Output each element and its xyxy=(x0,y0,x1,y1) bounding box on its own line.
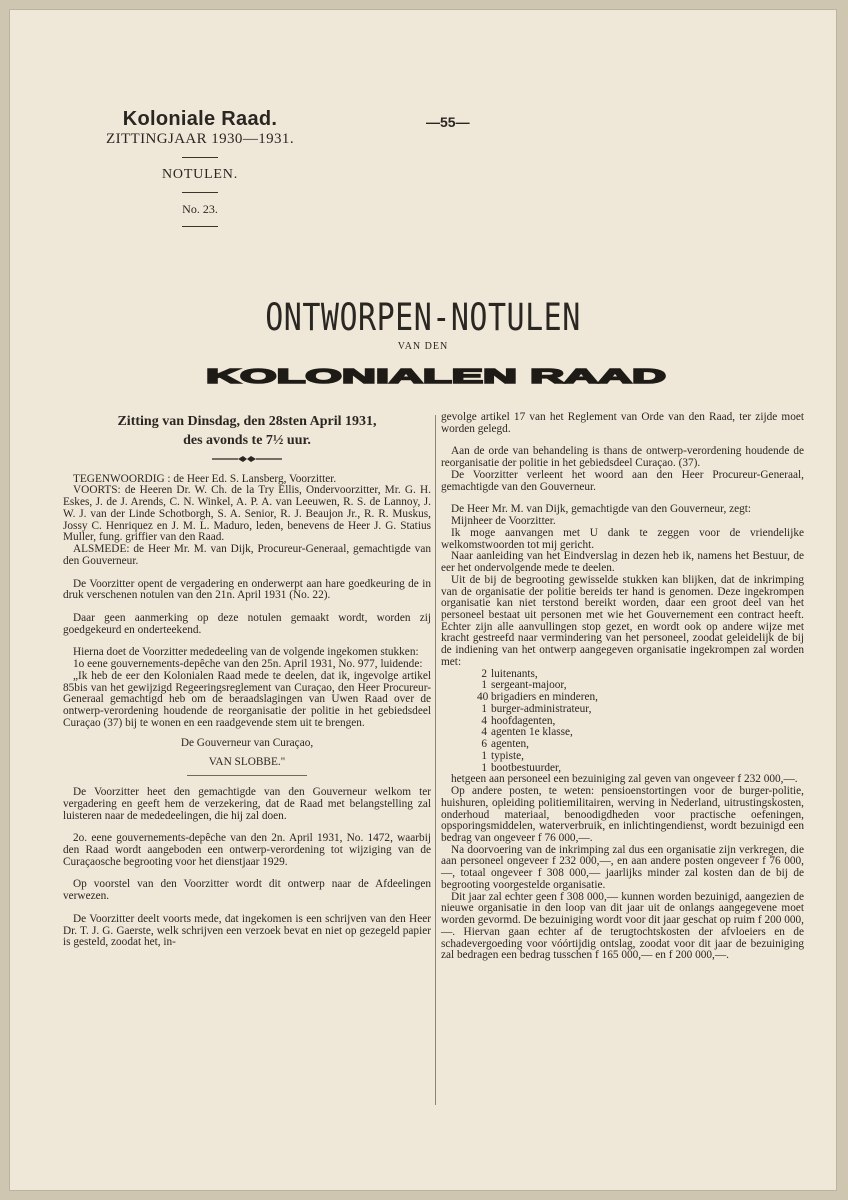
document-page xyxy=(10,10,836,1190)
paragraph: De Voorzitter opent de vergadering en onderwerpt aan hare goedkeuring de in druk verschenen notulen van den 21n. April 1931 (No. 22). xyxy=(63,577,431,602)
document-subtitle: VAN DEN xyxy=(397,341,449,352)
masthead xyxy=(90,108,310,236)
page-number: —55— xyxy=(426,114,470,130)
sitting-time: des avonds te 7½ uur. xyxy=(183,433,311,449)
divider xyxy=(182,192,218,193)
sitting-date: Zitting van Dinsdag, den 28sten April 1931, xyxy=(117,414,377,429)
issue-number: No. 23. xyxy=(182,202,218,216)
paragraph: Hierna doet de Voorzitter mededeeling van de volgende ingekomen stukken: xyxy=(73,646,419,659)
left-column xyxy=(63,412,431,949)
list-item: 1 typiste, xyxy=(481,749,524,762)
banner-text: KOLONIALEN RAAD xyxy=(206,366,666,386)
list-item: 1 bootbestuurder, xyxy=(481,761,562,774)
paragraph: Naar aanleiding van het Eindverslag in dezen heb ik, namens het Bestuur, de eer het ondervolgende mede te deelen. xyxy=(441,550,804,575)
paragraph: Dit jaar zal echter geen f 308 000,— kunnen worden bezuinigd, aangezien de nieuwe organisatie in den loop van dit jaar uit de onlangs aangegevene moet worden gevormd. De bezuiniging wordt voor dit jaar geschat op ruim f 200 000,—. Hiervan gaan echter af de terugtochtskosten der afvloeiers en de schadevergoeding voor vóórtijdig ontslag, zoodat voor dit jaar de bezuiniging zal bedragen een bedrag tusschen f 165 000,— en f 200 000,—. xyxy=(441,890,804,962)
paragraph: Mijnheer de Voorzitter. xyxy=(451,515,556,528)
paragraph: De Heer Mr. M. van Dijk, gemachtigde van den Gouverneur, zegt: xyxy=(451,503,752,516)
paragraph: Na doorvoering van de inkrimping zal dus een organisatie zijn verkregen, die aan personeel ongeveer f 232 000,—, en aan andere posten ongeveer f 76 000,—, totaal ongeveer f 308 000,— jaarlijks minder zal kosten dan de bij de begrooting voorgestelde organisatie. xyxy=(441,843,804,891)
document-title: ONTWORPEN-NOTULEN xyxy=(265,296,581,340)
session-year: ZITTINGJAAR 1930—1931. xyxy=(106,131,294,147)
divider xyxy=(182,226,218,227)
list-item: 4 hoofdagenten, xyxy=(481,714,556,727)
paragraph: Uit de bij de begrooting gewisselde stukken kan blijken, dat de inkrimping van de organisatie der politie bereids ter hand is genomen. Deze ingekrompen organisatie kan niet terstond bereikt worden, daar een groot deel van het personeel bestaat uit personen met wie het Gouvernement een contract heeft. Echter zijn alle aanvullingen stop gezet, en wordt ook op andere wijze met kracht gestreefd naar vermindering van het personeel, zoodat geleidelijk de bij de indiening van het ontwerp aangegeven organisatie ingekrompen zal worden met: xyxy=(441,573,804,668)
column-divider xyxy=(435,415,436,1105)
attendance-members: VOORTS: de Heeren Dr. W. Ch. de la Try Ellis, Ondervoorzitter, Mr. G. H. Eskes, J. de J. Arends, C. N. Winkel, A. P. A. van Leeuwen, R. S. de Lannoy, J. W. J. van der Linde Schotborgh, S. A. Senior, R. J. Beaujon Jr., R. R. Muskus, Jossy C. Henriquez en J. M. L. Maduro, leden, benevens de Heer J. G. Statius Muller, fung. griffier van den Raad. xyxy=(63,484,431,544)
paragraph: 2o. eene gouvernements-depêche van den 2n. April 1931, No. 1472, waarbij den Raad wordt aangeboden een ontwerp-verordening tot wijziging van de Curaçaosche begrooting voor het dienstjaar 1929. xyxy=(63,832,431,868)
signature-title: De Gouverneur van Curaçao, xyxy=(180,736,314,749)
paragraph: Op andere posten, te weten: pensioenstortingen voor de burger-politie, huishuren, opleiding politiemilitairen, werving in Nederland, uitrustingskosten, onderhoud materiaal, benoodigdheden voor practische oefeningen, opsporingsmiddelen, waterverbruik, en inlichtingendienst, wordt bezuinigd een bedrag van ongeveer f 76 000,—. xyxy=(441,785,804,844)
attendance-also: ALSMEDE: de Heer Mr. M. van Dijk, Procureur-Generaal, gemachtigde van den Gouverneur. xyxy=(63,543,431,567)
paragraph: Op voorstel van den Voorzitter wordt dit ontwerp naar de Afdeelingen verwezen. xyxy=(63,878,431,903)
list-item: 40 brigadiers en minderen, xyxy=(477,691,598,704)
divider xyxy=(182,157,218,158)
council-name: Koloniale Raad. xyxy=(122,108,278,130)
paragraph: gevolge artikel 17 van het Reglement van Orde van den Raad, ter zijde moet worden gelegd. xyxy=(441,411,804,435)
attendance-chair: TEGENWOORDIG : de Heer Ed. S. Lansberg, Voorzitter. xyxy=(73,472,337,485)
decorative-banner xyxy=(205,364,667,386)
paragraph: Ik moge aanvangen met U dank te zeggen voor de vriendelijke welkomstwoorden tot mij gericht. xyxy=(441,526,804,551)
quoted-letter: „Ik heb de eer den Kolonialen Raad mede te deelen, dat ik, ingevolge artikel 85bis van het gewijzigd Regeeringsreglement van Curaçao, den Heer Procureur-Generaal gemachtigd heb om de beraadslagingen van Uwen Raad over de ontwerp-verordening houdende de reorganisatie der politie in het gebiedsdeel Curaçao (37) bij te wonen en een raadgevende stem uit te brengen. xyxy=(63,669,431,729)
list-item: 2 luitenants, xyxy=(481,667,538,680)
list-item: 4 agenten 1e klasse, xyxy=(481,726,573,739)
list-item: 1 burger-administrateur, xyxy=(481,702,592,715)
right-column xyxy=(441,412,804,962)
paragraph: De Voorzitter deelt voorts mede, dat ingekomen is een schrijven van den Heer Dr. T. J. G. Gaerste, welk schrijven een verzoek bevat en niet op gezegeld papier is gesteld, zoodat het, in- xyxy=(63,912,431,949)
signature-name: VAN SLOBBE." xyxy=(208,756,286,769)
paragraph: De Voorzitter heet den gemachtigde van den Gouverneur welkom ter vergadering en geeft hem de verzekering, dat de Raad met belangstelling zal luisteren naar de mededeelingen, die hij zal doen. xyxy=(63,786,431,822)
paragraph: hetgeen aan personeel een bezuiniging zal geven van ongeveer f 232 000,—. xyxy=(451,773,798,786)
minutes-label: NOTULEN. xyxy=(162,167,238,182)
paragraph: Aan de orde van behandeling is thans de ontwerp-verordening houdende de reorganisatie der politie in het gebiedsdeel Curaçao. (37). xyxy=(441,445,804,470)
paragraph: Daar geen aanmerking op deze notulen gemaakt wordt, worden zij goedgekeurd en onderteekend. xyxy=(63,611,431,636)
ornament-icon xyxy=(212,455,282,463)
divider xyxy=(187,775,307,776)
list-item: 1 sergeant-majoor, xyxy=(481,679,567,692)
paragraph: 1o eene gouvernements-depêche van den 25n. April 1931, No. 977, luidende: xyxy=(73,658,423,671)
paragraph: De Voorzitter verleent het woord aan den Heer Procureur-Generaal, gemachtigde van den Gouverneur. xyxy=(441,468,804,493)
list-item: 6 agenten, xyxy=(481,738,529,751)
reduction-list xyxy=(441,669,804,775)
